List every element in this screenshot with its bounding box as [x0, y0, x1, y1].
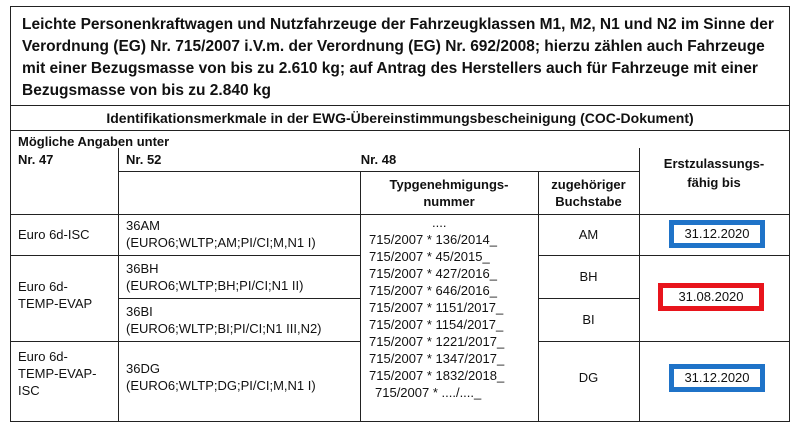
row1-divider-right [538, 255, 790, 256]
code-36bh: 36BH [126, 261, 159, 276]
title-divider [10, 130, 790, 131]
approval-number: 715/2007 * 1151/2017_ [369, 300, 504, 315]
header-divider [10, 214, 790, 215]
approval-number-placeholder: 715/2007 * ..../...._ [375, 385, 482, 400]
approval-number: 715/2007 * 1221/2017_ [369, 334, 505, 349]
nr48-divider [118, 171, 639, 172]
approval-number: 715/2007 * 45/2015_ [369, 249, 490, 264]
deadline-box-euro6d-temp-evap-isc: 31.12.2020 [669, 364, 765, 392]
col1-divider [118, 148, 119, 422]
approval-number: 715/2007 * 427/2016_ [369, 266, 497, 281]
code-36bi: 36BI [126, 304, 153, 319]
deadline-box-euro6d-isc: 31.12.2020 [669, 220, 765, 248]
header-erstzul-1: Erstzulassungs- [663, 156, 765, 171]
table-title: Identifikationsmerkmale in der EWG-Übereinstimmungsbescheinigung (COC-Dokument) [106, 110, 694, 126]
frame-bottom [10, 421, 790, 422]
spec-36dg: (EURO6;WLTP;DG;PI/CI;M,N1 I) [126, 378, 316, 393]
row3-divider-right [538, 341, 790, 342]
euro-class-6d-temp-evap-isc-2: TEMP-EVAP- [18, 366, 97, 381]
header-typgen-1: Typgenehmigungs- [389, 177, 509, 192]
approval-number: 715/2007 * 136/2014_ [369, 232, 497, 247]
header-buchstabe-1: zugehöriger [551, 177, 626, 192]
deadline-box-euro6d-temp-evap: 31.08.2020 [658, 283, 764, 311]
bh-bi-letter-divider [538, 298, 640, 299]
spec-36bh: (EURO6;WLTP;BH;PI/CI;N1 II) [126, 278, 304, 293]
row3-divider-left [10, 341, 360, 342]
approval-ellipsis: .... [432, 215, 447, 230]
code-36am: 36AM [126, 218, 160, 233]
spec-36am: (EURO6;WLTP;AM;PI/CI;M,N1 I) [126, 235, 316, 250]
letter-dg: DG [578, 370, 599, 385]
spec-36bi: (EURO6;WLTP;BI;PI/CI;N1 III,N2) [126, 321, 322, 336]
euro-class-6d-temp-evap-1: Euro 6d- [18, 279, 68, 294]
frame-top [10, 6, 790, 7]
euro-class-6d-isc: Euro 6d-ISC [18, 227, 90, 242]
bh-bi-divider [118, 298, 360, 299]
intro-divider [10, 105, 790, 106]
intro-paragraph: Leichte Personenkraftwagen und Nutzfahrzeuge der Fahrzeugklassen M1, M2, N1 und N2 im Sinne der Verordnung (EG) Nr. 715/2007 i.V.m. der Verordnung (EG) Nr. 692/2008; hierzu zählen auch Fahrzeuge mit einer Bezugsmasse von bis zu 2.610 kg; auf Antrag des Herstellers auch für Fahrzeuge mit einer Bezugsmasse von bis zu 2.840 kg [22, 16, 774, 99]
header-typgen-2: nummer [423, 194, 475, 209]
row1-divider-left [10, 255, 360, 256]
euro-class-6d-temp-evap-isc-1: Euro 6d- [18, 349, 68, 364]
euro-class-6d-temp-evap-isc-3: ISC [18, 383, 40, 398]
letter-bh: BH [579, 269, 598, 284]
approval-number: 715/2007 * 1347/2017_ [369, 351, 505, 366]
header-nr47: Nr. 47 [18, 152, 54, 167]
header-nr52: Nr. 52 [126, 152, 162, 167]
header-erstzul-2: fähig bis [687, 175, 741, 190]
euro-class-6d-temp-evap-2: TEMP-EVAP [18, 296, 93, 311]
header-nr48: Nr. 48 [360, 152, 397, 167]
letter-bi: BI [582, 312, 595, 327]
approval-number: 715/2007 * 1832/2018_ [369, 368, 505, 383]
letter-am: AM [578, 227, 599, 242]
code-36dg: 36DG [126, 361, 160, 376]
possible-label: Mögliche Angaben unter [18, 134, 170, 149]
approval-number: 715/2007 * 646/2016_ [369, 283, 497, 298]
approval-number: 715/2007 * 1154/2017_ [369, 317, 504, 332]
header-buchstabe-2: Buchstabe [555, 194, 622, 209]
